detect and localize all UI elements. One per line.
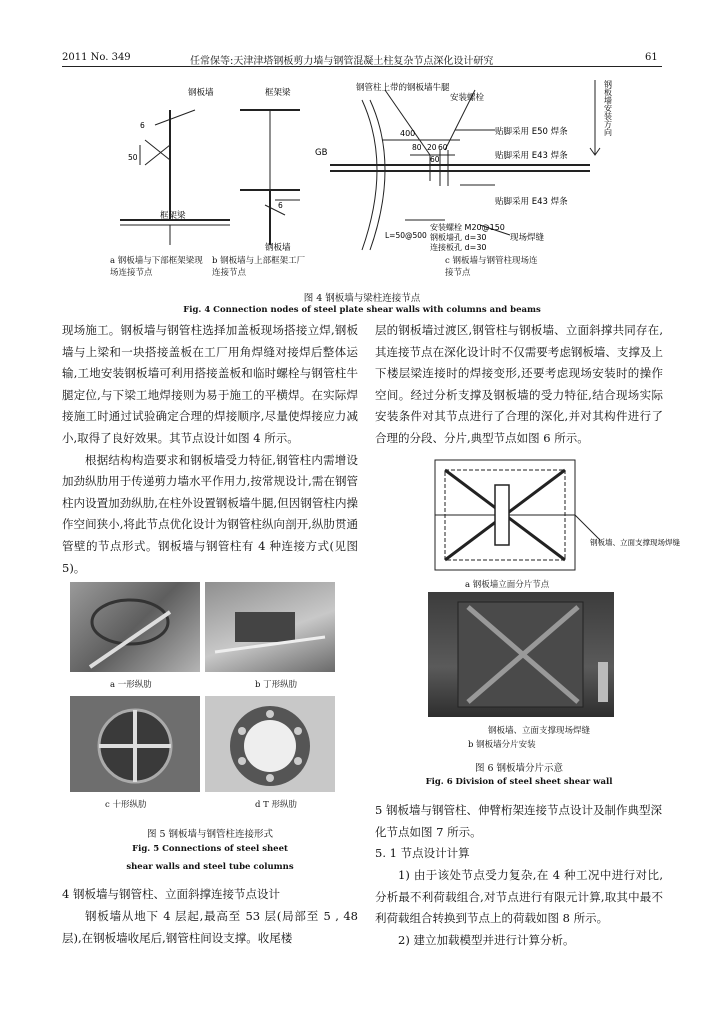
fig5-caption-cn: 图 5 钢板墙与钢管柱连接形式 [146,829,274,840]
left-paragraph-2: 根据结构构造要求和钢板墙受力特征,钢管柱内需增设加劲纵肋用于传递剪力墙水平作用力,按常规设计,需在钢管柱内设置加劲纵肋,在柱外设置钢板墙牛腿,但因钢管柱内操作空间狭小,将此节点优化设计为钢管柱纵向剖开,纵肋贯通管壁的节点形式。钢板墙与钢管柱有 4 种连接方式(见图 5)。 [62,452,358,575]
fig5-photo-c [70,696,200,792]
section-5-paragraph-1: 1) 由于该处节点受力复杂,在 4 种工况中进行对比,分析最不利荷载组合,对节点进行有限元计算,取其中最不利荷载组合转换到节点上的荷载如图 8 所示。 [375,868,663,926]
fig5-photo-b-art [205,582,335,672]
page-number: 61 [645,52,658,63]
fig5-sub-b: b 丁形纵肋 [255,680,298,690]
fig5-sub-d: d T 形纵肋 [255,800,298,810]
section-4-title: 4 钢板墙与钢管柱、立面斜撑连接节点设计 [62,887,280,901]
label-dim-20: 20 [427,143,437,152]
header-journal: 2011 No. 349 [62,52,131,63]
fig5-sub-c: c 十形纵肋 [105,800,147,810]
fig5-caption-en-2: shear walls and steel tube columns [126,862,294,872]
label-dim-60: 60 [438,143,448,152]
label-bolt-spec: 安装螺栓 M20@150 [430,223,505,232]
label-weld-e43a: 贴脚采用 E43 焊条 [495,151,568,161]
fig4-sub-b: b 钢板墙与上部框架工厂连接节点 [212,256,306,278]
fig6a-drawing [425,455,680,575]
fig6b-note: 钢板墙、立面支撑现场焊缝 [488,726,591,736]
fig4-caption-en: Fig. 4 Connection nodes of steel plate shear walls with columns and beams [183,305,541,315]
section-5-body [375,865,663,951]
section-4-paragraph: 钢板墙从地下 4 层起,最高至 53 层(局部至 5 , 48 层),在钢板墙收尾后,钢管柱间设支撑。收尾楼 [62,909,358,945]
label-tag-6: 6 [140,121,145,130]
section-5-title: 5 钢板墙与钢管柱、伸臂桁架连接节点设计及制作典型深化节点如图 7 所示。 [375,803,662,839]
left-paragraph-1: 现场施工。钢板墙与钢管柱选择加盖板现场搭接立焊,钢板墙与上梁和一块搭接盖板在工厂用角焊缝对接焊后整体运输,工地安装钢板墙可利用搭接盖板和临时螺栓与钢管柱牛腿定位,与下梁工地焊接则为易于施工的平横焊。在实际焊接施工时通过试验确定合理的焊接顺序,尽量使焊接应力减小,取得了良好效果。其节点设计如图 4 所示。 [62,323,358,445]
fig4-sub-a: a 钢板墙与下部框架梁现场连接节点 [110,256,203,278]
label-gb: GB [315,148,328,158]
label-frame-beam: 框架梁 [265,88,291,98]
label-weld-tag: 6 [278,201,283,210]
fig6-sub-b: b 钢板墙分片安装 [468,740,536,750]
fig4-drawing [100,70,620,275]
label-install-direction: 钢板墙安装方向 [603,80,613,136]
fig4-caption-cn: 图 4 钢板墙与梁柱连接节点 [303,293,421,304]
label-dim-80: 80 [412,143,422,152]
left-column-top [62,320,358,579]
fig6-caption-en: Fig. 6 Division of steel sheet shear wall [425,777,613,787]
label-corbel: 钢管柱上带的钢板墙牛腿 [356,83,450,93]
label-conn-hole: 连接板孔 d=30 [430,243,487,252]
label-frame-beam-a: 框架梁 [160,211,186,221]
label-weld-e43b: 贴脚采用 E43 焊条 [495,197,568,207]
fig6-photo-b-art [428,592,614,717]
label-bolt-hole: 钢板墙孔 d=30 [430,233,487,242]
header-title: 任常保等:天津津塔钢板剪力墙与钢管混凝土柱复杂节点深化设计研究 [190,56,494,67]
fig6-caption-cn: 图 6 钢板墙分片示意 [474,763,564,774]
label-steel-wall: 钢板墙 [188,88,214,98]
fig5-photo-a [70,582,200,672]
right-column-top [375,320,663,450]
label-dim-60b: 60 [430,155,440,164]
fig4-sub-c: c 钢板墙与钢管柱现场连接节点 [445,256,538,278]
section-5-paragraph-2: 2) 建立加载模型并进行计算分析。 [398,932,575,947]
label-bolt: 安装螺栓 [450,93,485,103]
section-5-1-title: 5. 1 节点设计计算 [375,846,470,860]
fig5-sub-a: a 一形纵肋 [110,680,152,690]
fig6a-note: 钢板墙、立面支撑现场焊缝 [590,538,680,547]
fig5-caption-en-1: Fig. 5 Connections of steel sheet [132,844,288,854]
right-paragraph-1: 层的钢板墙过渡区,钢管柱与钢板墙、立面斜撑共同存在,其连接节点在深化设计时不仅需要考虑钢板墙、支撑及上下楼层梁连接时的焊接变形,还要考虑现场安装时的操作空间。经过分析支撑及钢板墙的受力特征,结合现场实际安装条件对其节点进行了合理的深化,并对其构件进行了合理的分段、分片,典型节点如图 6 所示。 [375,323,663,445]
label-weld-e50: 贴脚采用 E50 焊条 [495,127,568,137]
label-tag-50: 50 [128,153,138,162]
fig6-sub-a: a 钢板墙立面分片节点 [465,580,550,590]
fig6-photo-b [428,592,614,717]
label-dim-400: 400 [400,129,416,138]
header-rule [62,66,662,67]
label-site-weld: 现场焊缝 [510,233,545,243]
fig5-photo-a-art [70,582,200,672]
label-l-spec: L=50@500 [385,231,427,240]
fig5-photo-b [205,582,335,672]
label-steel-wall-b: 钢板墙 [265,243,291,253]
fig5-photo-d-art [205,696,335,792]
fig5-photo-c-art [70,696,200,792]
fig5-photo-d [205,696,335,792]
